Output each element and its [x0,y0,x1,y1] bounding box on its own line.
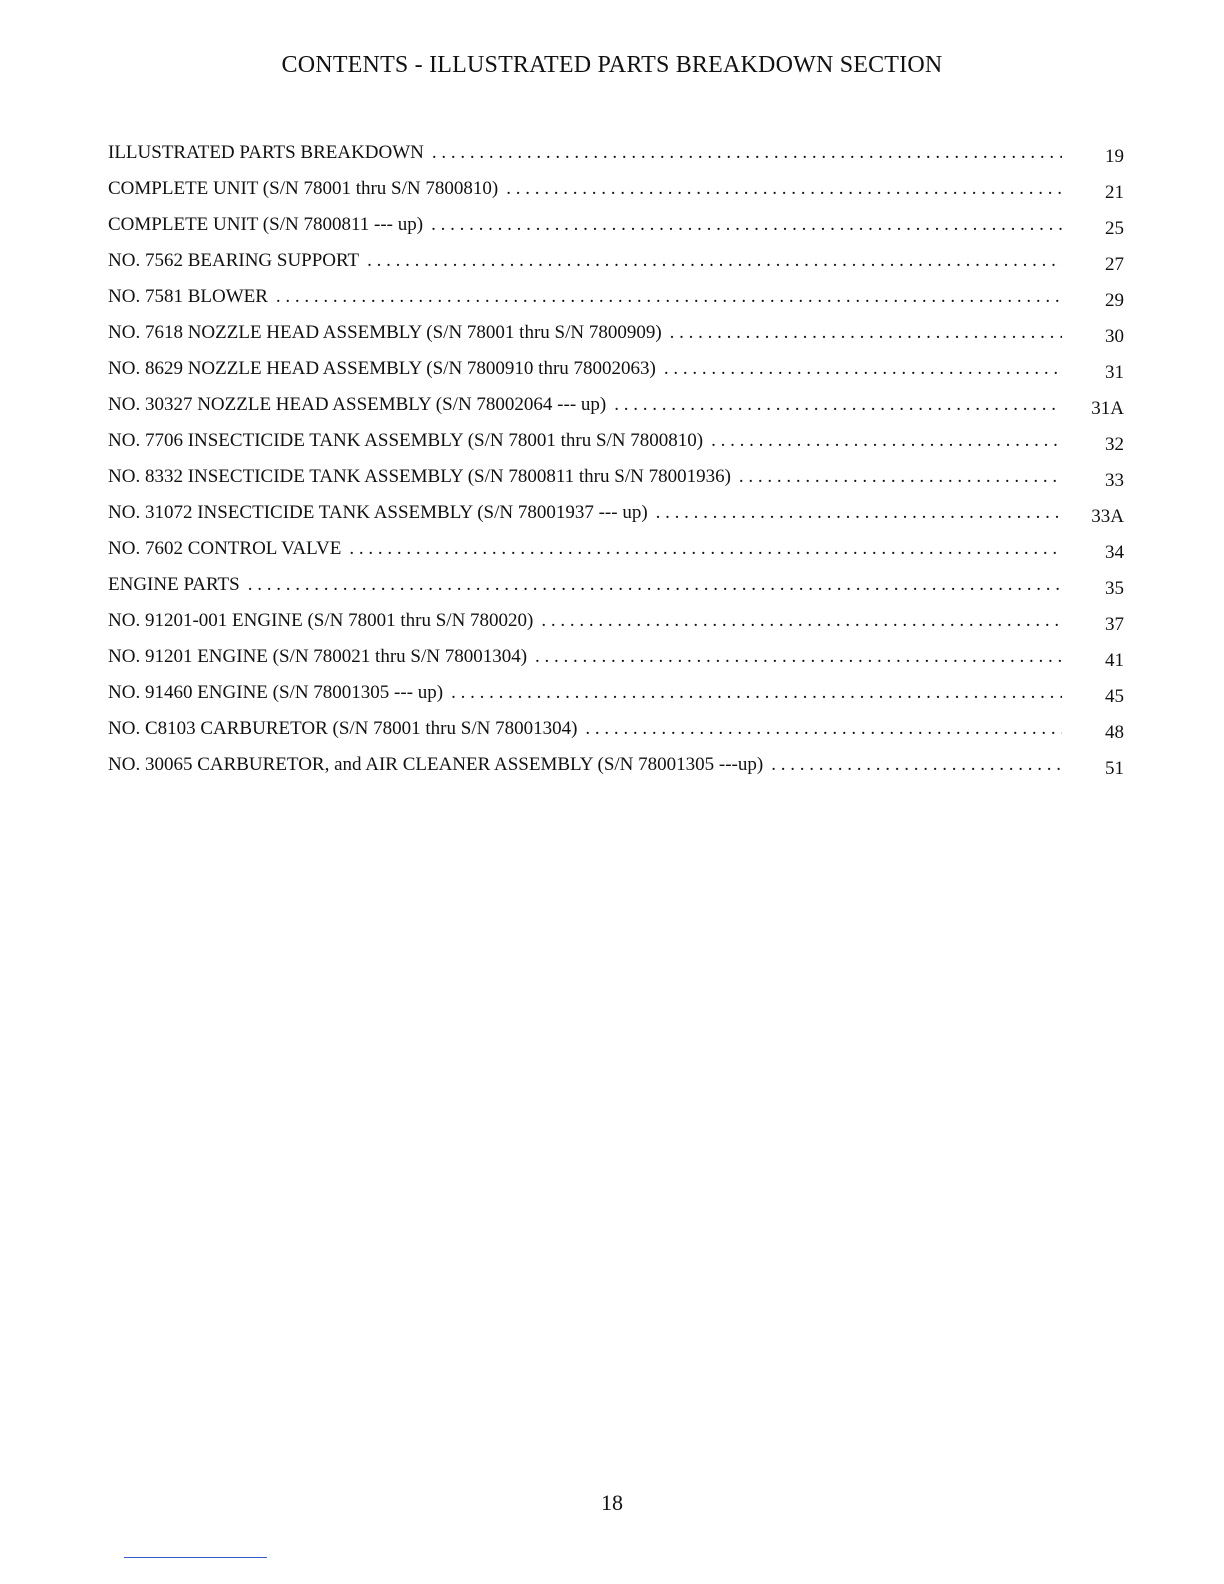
toc-entry-bearing-support[interactable] [108,236,1124,275]
dot-leader [349,538,1062,560]
toc-entry-page: 34 [1105,542,1124,563]
footer-rule [124,1557,267,1558]
toc-entry-label: NO. 91460 ENGINE (S/N 78001305 --- up) [108,682,444,703]
dot-leader [535,646,1062,668]
page-number: 18 [601,1490,623,1515]
toc-entry-illustrated-parts-breakdown[interactable] [108,128,1124,167]
toc-entry-engine-parts[interactable] [108,560,1124,599]
toc-entry-label: NO. 7602 CONTROL VALVE [108,538,342,559]
toc-entry-insecticide-tank-8332[interactable] [108,452,1124,491]
table-of-contents [108,128,1124,779]
toc-entry-label: ILLUSTRATED PARTS BREAKDOWN [108,142,424,163]
toc-entry-page: 30 [1105,326,1124,347]
toc-entry-control-valve[interactable] [108,524,1124,563]
toc-entry-label: NO. 30327 NOZZLE HEAD ASSEMBLY (S/N 78002064 --- up) [108,394,607,415]
dot-leader [585,718,1062,740]
toc-entry-page: 31A [1091,398,1124,419]
toc-entry-engine-91460[interactable] [108,668,1124,707]
toc-entry-page: 27 [1105,254,1124,275]
toc-entry-label: NO. 7562 BEARING SUPPORT [108,250,360,271]
toc-entry-label: NO. 7581 BLOWER [108,286,268,307]
dot-leader [506,178,1062,200]
toc-entry-page: 33 [1105,470,1124,491]
toc-entry-label: ENGINE PARTS [108,574,240,595]
toc-entry-label: NO. C8103 CARBURETOR (S/N 78001 thru S/N 78001304) [108,718,578,739]
toc-entry-insecticide-tank-31072[interactable] [108,488,1124,527]
toc-entry-page: 45 [1105,686,1124,707]
toc-entry-label: NO. 8332 INSECTICIDE TANK ASSEMBLY (S/N 7800811 thru S/N 78001936) [108,466,731,487]
toc-entry-insecticide-tank-7706[interactable] [108,416,1124,455]
toc-entry-complete-unit-early[interactable] [108,164,1124,203]
toc-entry-page: 31 [1105,362,1124,383]
dot-leader [664,358,1062,380]
toc-entry-blower[interactable] [108,272,1124,311]
toc-entry-carburetor-c8103[interactable] [108,704,1124,743]
toc-entry-label: NO. 31072 INSECTICIDE TANK ASSEMBLY (S/N 78001937 --- up) [108,502,648,523]
dot-leader [670,322,1062,344]
dot-leader [614,394,1062,416]
dot-leader [541,610,1062,632]
toc-entry-page: 51 [1105,758,1124,779]
toc-entry-page: 33A [1091,506,1124,527]
dot-leader [771,754,1062,776]
toc-entry-page: 21 [1105,182,1124,203]
dot-leader [431,214,1062,236]
dot-leader [451,682,1062,704]
dot-leader [656,502,1062,524]
toc-entry-page: 37 [1105,614,1124,635]
toc-entry-page: 19 [1105,146,1124,167]
toc-entry-label: COMPLETE UNIT (S/N 78001 thru S/N 7800810) [108,178,499,199]
dot-leader [367,250,1062,272]
toc-entry-page: 48 [1105,722,1124,743]
toc-entry-page: 35 [1105,578,1124,599]
toc-entry-label: NO. 91201-001 ENGINE (S/N 78001 thru S/N 780020) [108,610,534,631]
toc-entry-label: COMPLETE UNIT (S/N 7800811 --- up) [108,214,424,235]
toc-entry-label: NO. 7618 NOZZLE HEAD ASSEMBLY (S/N 78001 thru S/N 7800909) [108,322,662,343]
dot-leader [248,574,1062,596]
toc-entry-label: NO. 91201 ENGINE (S/N 780021 thru S/N 78001304) [108,646,528,667]
toc-entry-page: 32 [1105,434,1124,455]
page-title: CONTENTS - ILLUSTRATED PARTS BREAKDOWN SECTION [281,52,943,78]
toc-entry-engine-91201[interactable] [108,632,1124,671]
toc-entry-nozzle-head-30327[interactable] [108,380,1124,419]
dot-leader [276,286,1062,308]
toc-entry-page: 41 [1105,650,1124,671]
toc-entry-label: NO. 7706 INSECTICIDE TANK ASSEMBLY (S/N 78001 thru S/N 7800810) [108,430,704,451]
dot-leader [432,142,1062,164]
toc-entry-carburetor-air-cleaner-30065[interactable] [108,740,1124,779]
dot-leader [739,466,1062,488]
toc-entry-nozzle-head-8629[interactable] [108,344,1124,383]
toc-entry-label: NO. 8629 NOZZLE HEAD ASSEMBLY (S/N 7800910 thru 78002063) [108,358,656,379]
toc-entry-page: 29 [1105,290,1124,311]
toc-entry-label: NO. 30065 CARBURETOR, and AIR CLEANER ASSEMBLY (S/N 78001305 ---up) [108,754,764,775]
toc-entry-engine-91201-001[interactable] [108,596,1124,635]
toc-entry-nozzle-head-7618[interactable] [108,308,1124,347]
dot-leader [711,430,1062,452]
toc-entry-page: 25 [1105,218,1124,239]
toc-entry-complete-unit-late[interactable] [108,200,1124,239]
